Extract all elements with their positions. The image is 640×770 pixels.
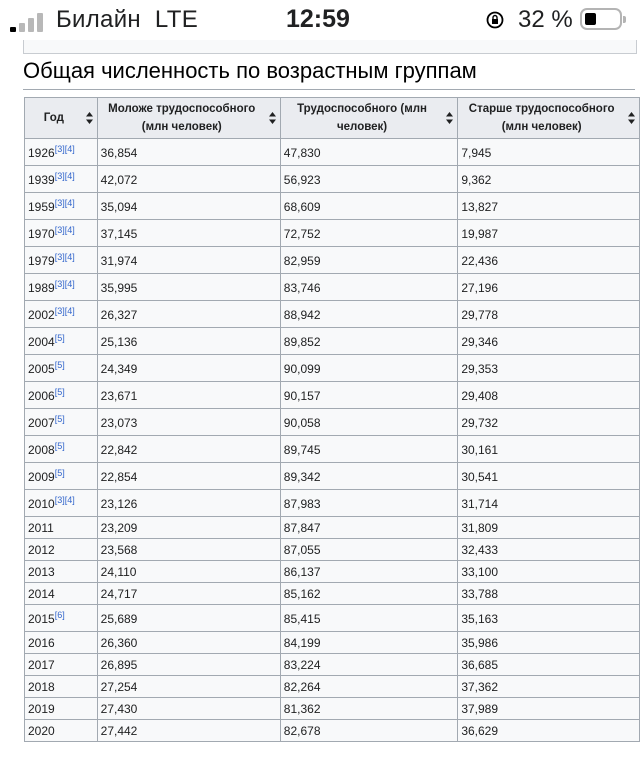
cell-young: 36,854	[97, 139, 280, 166]
year-value: 2012	[28, 542, 55, 557]
status-bar	[0, 0, 640, 42]
cell-year	[25, 490, 98, 517]
section-title: Общая численность по возрастным группам	[23, 58, 635, 90]
cell-year	[25, 463, 98, 490]
sort-icon[interactable]	[446, 112, 453, 124]
cell-year	[25, 382, 98, 409]
cell-old: 19,987	[458, 220, 640, 247]
population-table	[24, 97, 640, 742]
cell-year	[25, 220, 98, 247]
cell-year	[25, 328, 98, 355]
cell-old: 9,362	[458, 166, 640, 193]
cell-old: 36,629	[458, 720, 640, 742]
cell-young: 24,717	[97, 583, 280, 605]
year-value: 1926	[28, 146, 55, 160]
cell-year	[25, 654, 98, 676]
cell-year	[25, 539, 98, 561]
table-row	[25, 328, 640, 355]
reference-link[interactable]: [5]	[54, 387, 65, 397]
cell-working: 85,415	[280, 605, 458, 632]
header-old[interactable]: Старше трудоспособного (млн человек)	[458, 98, 640, 139]
table-row	[25, 539, 640, 561]
reference-link[interactable]: [3][4]	[54, 279, 75, 289]
cell-young: 27,254	[97, 676, 280, 698]
clock: 12:59	[286, 5, 350, 33]
table-row	[25, 220, 640, 247]
table-row	[25, 355, 640, 382]
table-row	[25, 517, 640, 539]
year-value: 2009	[28, 470, 55, 484]
table-row	[25, 583, 640, 605]
cell-young: 26,360	[97, 632, 280, 654]
cell-old: 22,436	[458, 247, 640, 274]
cell-young: 35,094	[97, 193, 280, 220]
cell-old: 33,100	[458, 561, 640, 583]
cell-old: 33,788	[458, 583, 640, 605]
year-value: 2005	[28, 362, 55, 376]
table-row	[25, 720, 640, 742]
cell-working: 82,959	[280, 247, 458, 274]
year-value: 2020	[28, 723, 55, 738]
battery-percent: 32 %	[518, 6, 573, 33]
reference-link[interactable]: [5]	[54, 441, 65, 451]
reference-link[interactable]: [3][4]	[54, 306, 75, 316]
year-value: 2017	[28, 657, 55, 672]
cell-working: 89,342	[280, 463, 458, 490]
table-row	[25, 463, 640, 490]
cell-working: 87,055	[280, 539, 458, 561]
battery-fill	[585, 13, 596, 25]
sort-icon[interactable]	[269, 112, 276, 124]
year-value: 2018	[28, 679, 55, 694]
cell-year	[25, 139, 98, 166]
year-value: 2007	[28, 416, 55, 430]
year-value: 1970	[28, 227, 55, 241]
cell-year	[25, 355, 98, 382]
cell-year	[25, 193, 98, 220]
cell-year	[25, 698, 98, 720]
cell-young: 42,072	[97, 166, 280, 193]
cell-working: 68,609	[280, 193, 458, 220]
table-body	[25, 139, 640, 742]
cell-working: 83,746	[280, 274, 458, 301]
cell-old: 13,827	[458, 193, 640, 220]
cell-young: 26,895	[97, 654, 280, 676]
cell-young: 23,209	[97, 517, 280, 539]
cell-old: 30,541	[458, 463, 640, 490]
cell-year	[25, 720, 98, 742]
cell-year	[25, 605, 98, 632]
cell-old: 29,408	[458, 382, 640, 409]
cell-young: 25,689	[97, 605, 280, 632]
reference-link[interactable]: [5]	[54, 333, 65, 343]
cell-young: 23,568	[97, 539, 280, 561]
population-table-container	[24, 97, 640, 742]
cell-young: 27,442	[97, 720, 280, 742]
header-young[interactable]: Моложе трудоспособного (млн человек)	[97, 98, 280, 139]
year-value: 2019	[28, 701, 55, 716]
signal-strength-icon	[10, 12, 50, 32]
network-type: LTE	[154, 6, 199, 33]
cell-working: 86,137	[280, 561, 458, 583]
cell-old: 32,433	[458, 539, 640, 561]
table-row	[25, 632, 640, 654]
year-value: 2013	[28, 564, 55, 579]
cell-working: 90,157	[280, 382, 458, 409]
cell-year	[25, 517, 98, 539]
cell-old: 37,362	[458, 676, 640, 698]
sort-icon[interactable]	[86, 112, 93, 124]
cell-working: 82,678	[280, 720, 458, 742]
reference-link[interactable]: [3][4]	[54, 171, 75, 181]
table-row	[25, 382, 640, 409]
cell-working: 85,162	[280, 583, 458, 605]
table-row	[25, 436, 640, 463]
year-value: 2014	[28, 586, 55, 601]
year-value: 1979	[28, 254, 55, 268]
cell-working: 81,362	[280, 698, 458, 720]
cell-old: 37,989	[458, 698, 640, 720]
cell-old: 7,945	[458, 139, 640, 166]
cell-young: 22,842	[97, 436, 280, 463]
cell-working: 83,224	[280, 654, 458, 676]
cell-year	[25, 676, 98, 698]
cell-working: 47,830	[280, 139, 458, 166]
cell-year	[25, 583, 98, 605]
cell-year	[25, 166, 98, 193]
carrier-label: Билайн LTE	[56, 6, 199, 33]
cell-young: 26,327	[97, 301, 280, 328]
table-row	[25, 166, 640, 193]
cell-year	[25, 436, 98, 463]
year-value: 1959	[28, 200, 55, 214]
table-row	[25, 698, 640, 720]
table-row	[25, 561, 640, 583]
cell-year	[25, 274, 98, 301]
cell-young: 27,430	[97, 698, 280, 720]
year-value: 2004	[28, 335, 55, 349]
cell-old: 31,809	[458, 517, 640, 539]
cell-young: 24,349	[97, 355, 280, 382]
rotation-lock-icon	[486, 11, 504, 29]
reference-link[interactable]: [5]	[54, 468, 65, 478]
year-value: 2006	[28, 389, 55, 403]
cell-young: 23,671	[97, 382, 280, 409]
cell-working: 90,058	[280, 409, 458, 436]
cell-young: 24,110	[97, 561, 280, 583]
cell-year	[25, 247, 98, 274]
cell-year	[25, 632, 98, 654]
reference-link[interactable]: [3][4]	[54, 198, 75, 208]
reference-link[interactable]: [5]	[54, 414, 65, 424]
cell-young: 23,073	[97, 409, 280, 436]
year-value: 2010	[28, 497, 55, 511]
cell-old: 29,346	[458, 328, 640, 355]
cell-working: 87,983	[280, 490, 458, 517]
table-header-row	[25, 98, 640, 139]
table-row	[25, 605, 640, 632]
cell-young: 23,126	[97, 490, 280, 517]
cell-young: 25,136	[97, 328, 280, 355]
sort-icon[interactable]	[628, 112, 635, 124]
reference-link[interactable]: [6]	[54, 610, 65, 620]
reference-link[interactable]: [3][4]	[54, 144, 75, 154]
table-row	[25, 676, 640, 698]
battery-icon	[580, 8, 622, 30]
cell-working: 90,099	[280, 355, 458, 382]
cell-young: 22,854	[97, 463, 280, 490]
cell-old: 29,353	[458, 355, 640, 382]
cell-old: 35,163	[458, 605, 640, 632]
year-value: 2002	[28, 308, 55, 322]
cell-working: 56,923	[280, 166, 458, 193]
table-row	[25, 301, 640, 328]
table-row	[25, 247, 640, 274]
cell-young: 35,995	[97, 274, 280, 301]
previous-section-frame	[23, 40, 637, 54]
year-value: 2011	[28, 520, 54, 535]
year-value: 1989	[28, 281, 55, 295]
year-value: 2016	[28, 635, 55, 650]
cell-working: 89,745	[280, 436, 458, 463]
cell-year	[25, 561, 98, 583]
cell-working: 84,199	[280, 632, 458, 654]
cell-old: 36,685	[458, 654, 640, 676]
reference-link[interactable]: [3][4]	[54, 495, 75, 505]
cell-old: 30,161	[458, 436, 640, 463]
table-row	[25, 274, 640, 301]
reference-link[interactable]: [3][4]	[54, 225, 75, 235]
reference-link[interactable]: [3][4]	[54, 252, 75, 262]
header-working[interactable]: Трудоспособного (млн человек)	[280, 98, 458, 139]
cell-working: 82,264	[280, 676, 458, 698]
year-value: 2008	[28, 443, 55, 457]
table-row	[25, 139, 640, 166]
cell-working: 87,847	[280, 517, 458, 539]
cell-old: 35,986	[458, 632, 640, 654]
cell-old: 27,196	[458, 274, 640, 301]
table-row	[25, 490, 640, 517]
table-row	[25, 654, 640, 676]
table-row	[25, 193, 640, 220]
cell-young: 31,974	[97, 247, 280, 274]
table-row	[25, 409, 640, 436]
cell-young: 37,145	[97, 220, 280, 247]
cell-working: 89,852	[280, 328, 458, 355]
cell-year	[25, 301, 98, 328]
header-year[interactable]: Год	[25, 98, 98, 139]
year-value: 1939	[28, 173, 55, 187]
cell-working: 72,752	[280, 220, 458, 247]
cell-old: 31,714	[458, 490, 640, 517]
cell-working: 88,942	[280, 301, 458, 328]
cell-old: 29,778	[458, 301, 640, 328]
cell-year	[25, 409, 98, 436]
year-value: 2015	[28, 612, 55, 626]
reference-link[interactable]: [5]	[54, 360, 65, 370]
cell-old: 29,732	[458, 409, 640, 436]
